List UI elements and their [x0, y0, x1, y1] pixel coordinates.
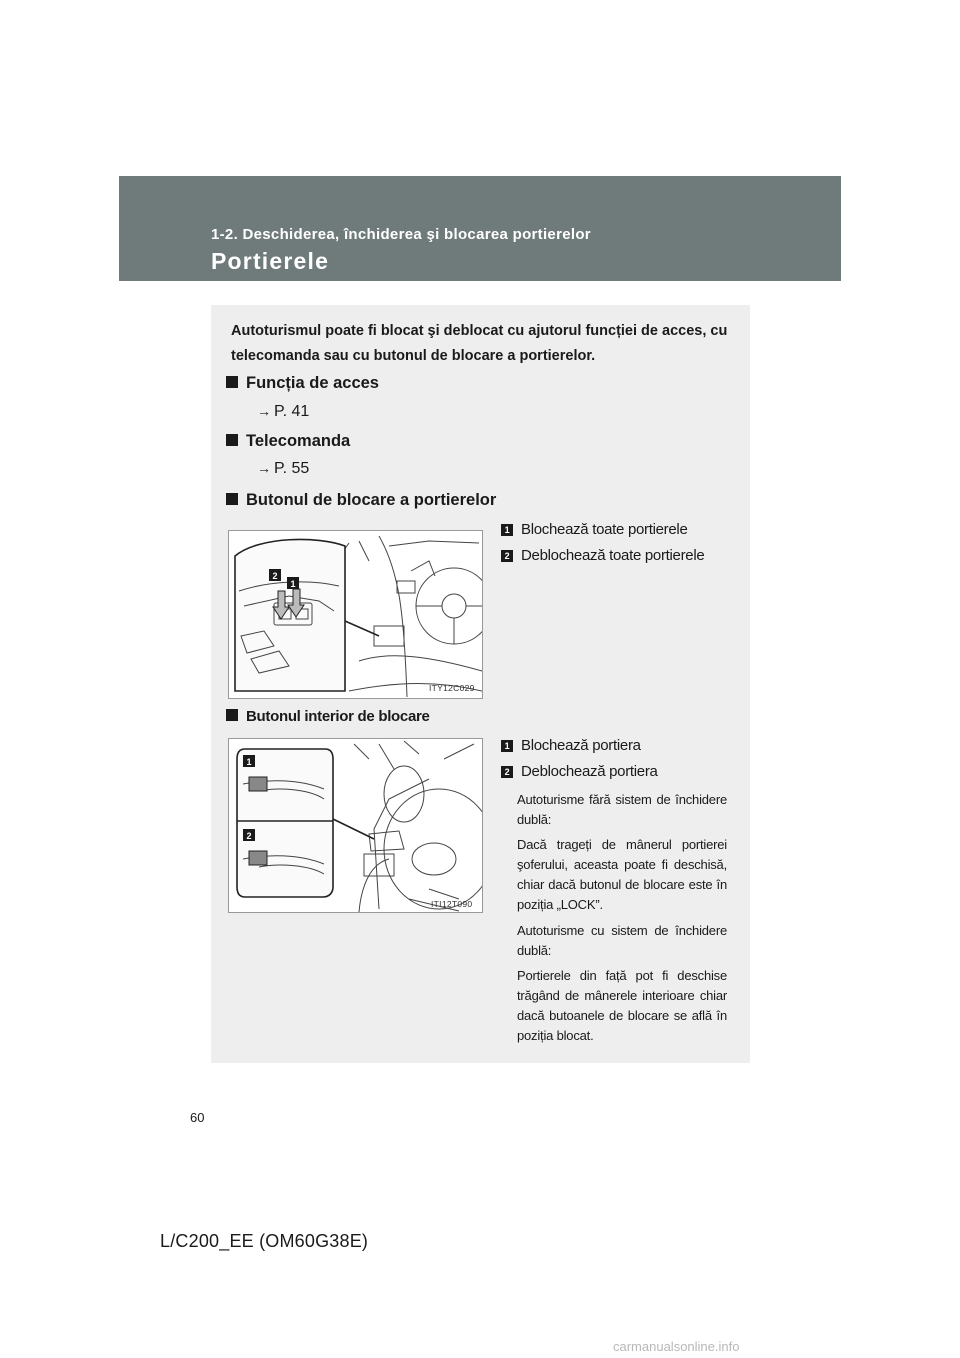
number-badge: 2 [501, 550, 513, 562]
figure-door-lock-switch [228, 530, 483, 699]
svg-text:1: 1 [290, 579, 296, 589]
page-title: Portierele [211, 248, 330, 274]
note-paragraph: Autoturisme cu sistem de închidere dublă: [517, 923, 727, 958]
arrow-right-icon: → [257, 403, 271, 419]
section-heading-label: Butonul de blocare a portierelor [246, 491, 497, 509]
legend-label: Blochează portiera [521, 737, 641, 754]
door-lock-switch-illustration [229, 531, 482, 698]
svg-text:1: 1 [246, 757, 252, 767]
bullet-square-icon [226, 376, 238, 388]
document-code: L/C200_EE (OM60G38E) [160, 1231, 369, 1251]
page-number: 60 [190, 1110, 205, 1125]
intro-text: Autoturismul poate fi blocat şi deblocat cu ajutorul funcției de acces, cu telecomanda sau cu butonul de blocare a portierelor. [231, 323, 728, 364]
figure-inside-lock-button [228, 738, 483, 913]
legend-item [501, 763, 658, 780]
bullet-square-icon [226, 709, 238, 721]
content-box [211, 305, 750, 1063]
legend-item [501, 737, 641, 754]
watermark: carmanualsonline.info [613, 1339, 740, 1354]
bullet-square-icon [226, 434, 238, 446]
number-badge: 1 [501, 740, 513, 752]
section-heading-lock-switch [226, 491, 496, 510]
section-heading-inside-lock [226, 708, 430, 725]
section-heading-label: Funcția de acces [246, 374, 379, 392]
legend-label: Deblochează portiera [521, 763, 658, 780]
section-heading-access [226, 374, 379, 393]
legend-label: Blochează toate portierele [521, 521, 688, 538]
section-heading-label: Telecomanda [246, 432, 351, 450]
page-ref-link[interactable] [257, 403, 309, 421]
legend-item [501, 521, 687, 538]
number-badge: 1 [501, 524, 513, 536]
page-ref-label: P. 41 [274, 403, 310, 420]
svg-text:2: 2 [246, 831, 252, 841]
figure-code: ITY12C029 [429, 683, 475, 693]
page-ref-label: P. 55 [274, 460, 310, 477]
section-heading-remote [226, 432, 350, 451]
bullet-square-icon [226, 493, 238, 505]
section-path: 1-2. Deschiderea, închiderea şi blocarea portierelor [211, 226, 591, 243]
svg-text:2: 2 [272, 571, 278, 581]
legend-label: Deblochează toate portierele [521, 547, 705, 564]
arrow-right-icon: → [257, 460, 271, 476]
note-paragraph: Portierele din față pot fi deschise trăgând de mânerele interioare chiar dacă butoanele de blocare se află în poziția blocat. [517, 968, 727, 1043]
legend-item [501, 547, 704, 564]
number-badge: 2 [501, 766, 513, 778]
section-heading-label: Butonul interior de blocare [246, 708, 430, 725]
figure-code: ITI12T090 [431, 899, 473, 909]
inside-lock-button-illustration [229, 739, 482, 912]
note-paragraph: Autoturisme fără sistem de închidere dublă: [517, 792, 727, 827]
note-paragraph: Dacă trageți de mânerul portierei şoferului, aceasta poate fi deschisă, chiar dacă butonul de blocare este în poziția „LOCK”. [517, 837, 727, 912]
page-ref-link[interactable] [257, 460, 309, 478]
header-band [119, 176, 841, 281]
